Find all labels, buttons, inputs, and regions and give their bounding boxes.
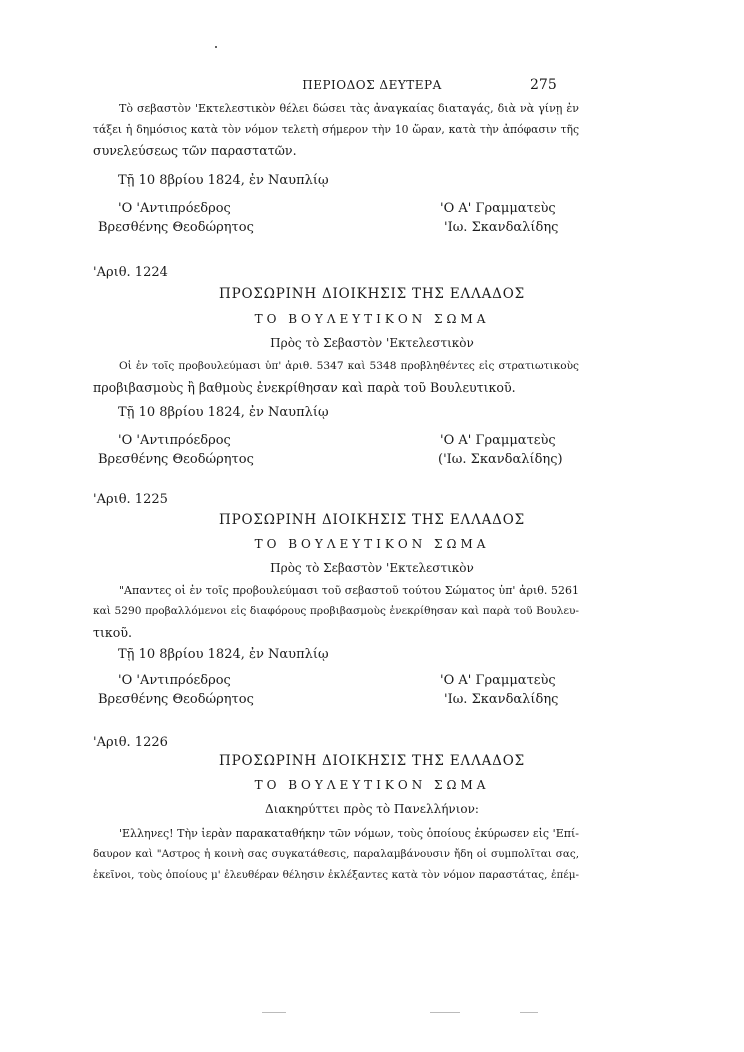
- text-line: ἐκεῖνοι, τοὺς ὁποίους μ' ἐλευθέραν θέλησιν ἐκλέξαντες κατὰ τὸν νόμον παραστάτας, ἐπέμ-: [93, 869, 579, 881]
- document-address: Πρὸς τὸ Σεβαστὸν 'Εκτελεστικὸν: [270, 336, 474, 350]
- signature-right-name: 'Ιω. Σκανδαλίδης: [444, 692, 559, 707]
- signature-left-title: 'Ο 'Αντιπρόεδρος: [118, 673, 231, 688]
- running-header-title: ΠΕΡΙΟΔΟΣ ΔΕΥΤΕΡΑ: [302, 78, 442, 92]
- document-number: 'Αριθ. 1224: [93, 265, 168, 280]
- signature-right-title: 'Ο Α' Γραμματεὺς: [440, 433, 556, 448]
- document-heading: ΠΡΟΣΩΡΙΝΗ ΔΙΟΙΚΗΣΙΣ ΤΗΣ ΕΛΛΑΔΟΣ: [219, 512, 525, 528]
- place-date: Τῇ 10 8βρίου 1824, ἐν Ναυπλίῳ: [118, 173, 329, 188]
- document-body: [93, 356, 579, 398]
- signature-left-name: Βρεσθένης Θεοδώρητος: [98, 220, 254, 235]
- text-line: Τὸ σεβαστὸν 'Εκτελεστικὸν θέλει δώσει τὰς ἀναγκαίας διαταγάς, διὰ νὰ γίνῃ ἐν: [119, 102, 579, 115]
- signature-left-title: 'Ο 'Αντιπρόεδρος: [118, 201, 231, 216]
- scan-artifact: [430, 1012, 460, 1013]
- document-number: 'Αριθ. 1226: [93, 735, 168, 750]
- scan-artifact: [520, 1012, 538, 1013]
- document-body: [93, 580, 579, 643]
- signature-right-name: 'Ιω. Σκανδαλίδης: [444, 220, 559, 235]
- text-line: τικοῦ.: [93, 625, 133, 640]
- text-line: τάξει ἡ δημόσιος κατὰ τὸν νόμον τελετὴ σήμερον τὴν 10 ὥραν, κατὰ τὴν ἀπόφασιν τῆς: [93, 123, 579, 136]
- text-line: προβιβασμοὺς ἢ βαθμοὺς ἐνεκρίθησαν καὶ παρὰ τοῦ Βουλευτικοῦ.: [93, 380, 516, 395]
- signature-left-name: Βρεσθένης Θεοδώρητος: [98, 452, 254, 467]
- signature-left-title: 'Ο 'Αντιπρόεδρος: [118, 433, 231, 448]
- document-heading: ΠΡΟΣΩΡΙΝΗ ΔΙΟΙΚΗΣΙΣ ΤΗΣ ΕΛΛΑΔΟΣ: [219, 753, 525, 769]
- signature-left-name: Βρεσθένης Θεοδώρητος: [98, 692, 254, 707]
- document-address: Διακηρύττει πρὸς τὸ Πανελλήνιον:: [265, 802, 479, 816]
- document-body: [93, 823, 579, 886]
- text-line: "Απαντες οἱ ἐν τοῖς προβουλεύμασι τοῦ σεβαστοῦ τούτου Σώματος ὑπ' ἀριθ. 5261: [119, 584, 579, 597]
- document-number: 'Αριθ. 1225: [93, 492, 168, 507]
- document-subheading: ΤΟ ΒΟΥΛΕΥΤΙΚΟΝ ΣΩΜΑ: [254, 312, 490, 326]
- place-date: Τῇ 10 8βρίου 1824, ἐν Ναυπλίῳ: [118, 647, 329, 662]
- document-subheading: ΤΟ ΒΟΥΛΕΥΤΙΚΟΝ ΣΩΜΑ: [254, 537, 490, 551]
- signature-right-name: ('Ιω. Σκανδαλίδης): [438, 452, 563, 467]
- document-address: Πρὸς τὸ Σεβαστὸν 'Εκτελεστικὸν: [270, 561, 474, 575]
- scan-artifact: [262, 1012, 286, 1013]
- text-line: δαυρον καὶ "Αστρος ἡ κοινὴ σας συγκατάθεσις, παραλαμβάνουσιν ἤδη οἱ συμπολῖται σας,: [93, 848, 579, 860]
- page-number: 275: [530, 77, 557, 93]
- document-heading: ΠΡΟΣΩΡΙΝΗ ΔΙΟΙΚΗΣΙΣ ΤΗΣ ΕΛΛΑΔΟΣ: [219, 286, 525, 302]
- intro-paragraph: [93, 98, 579, 161]
- text-line: καὶ 5290 προβαλλόμενοι εἰς διαφόρους προβιβασμοὺς ἐνεκρίθησαν καὶ παρὰ τοῦ Βουλευ-: [93, 605, 579, 617]
- signature-right-title: 'Ο Α' Γραμματεὺς: [440, 673, 556, 688]
- text-line: 'Ελληνες! Τὴν ἱερὰν παρακαταθήκην τῶν νόμων, τοὺς ὁποίους ἐκύρωσεν εἰς 'Επί-: [119, 827, 579, 840]
- signature-right-title: 'Ο Α' Γραμματεὺς: [440, 201, 556, 216]
- text-line: συνελεύσεως τῶν παραστατῶν.: [93, 143, 297, 158]
- document-subheading: ΤΟ ΒΟΥΛΕΥΤΙΚΟΝ ΣΩΜΑ: [254, 778, 490, 792]
- place-date: Τῇ 10 8βρίου 1824, ἐν Ναυπλίῳ: [118, 405, 329, 420]
- text-line: Οἱ ἐν τοῖς προβουλεύμασι ὑπ' ἀριθ. 5347 καὶ 5348 προβληθέντες εἰς στρατιωτικοὺς: [119, 360, 579, 372]
- print-speck: [215, 46, 217, 48]
